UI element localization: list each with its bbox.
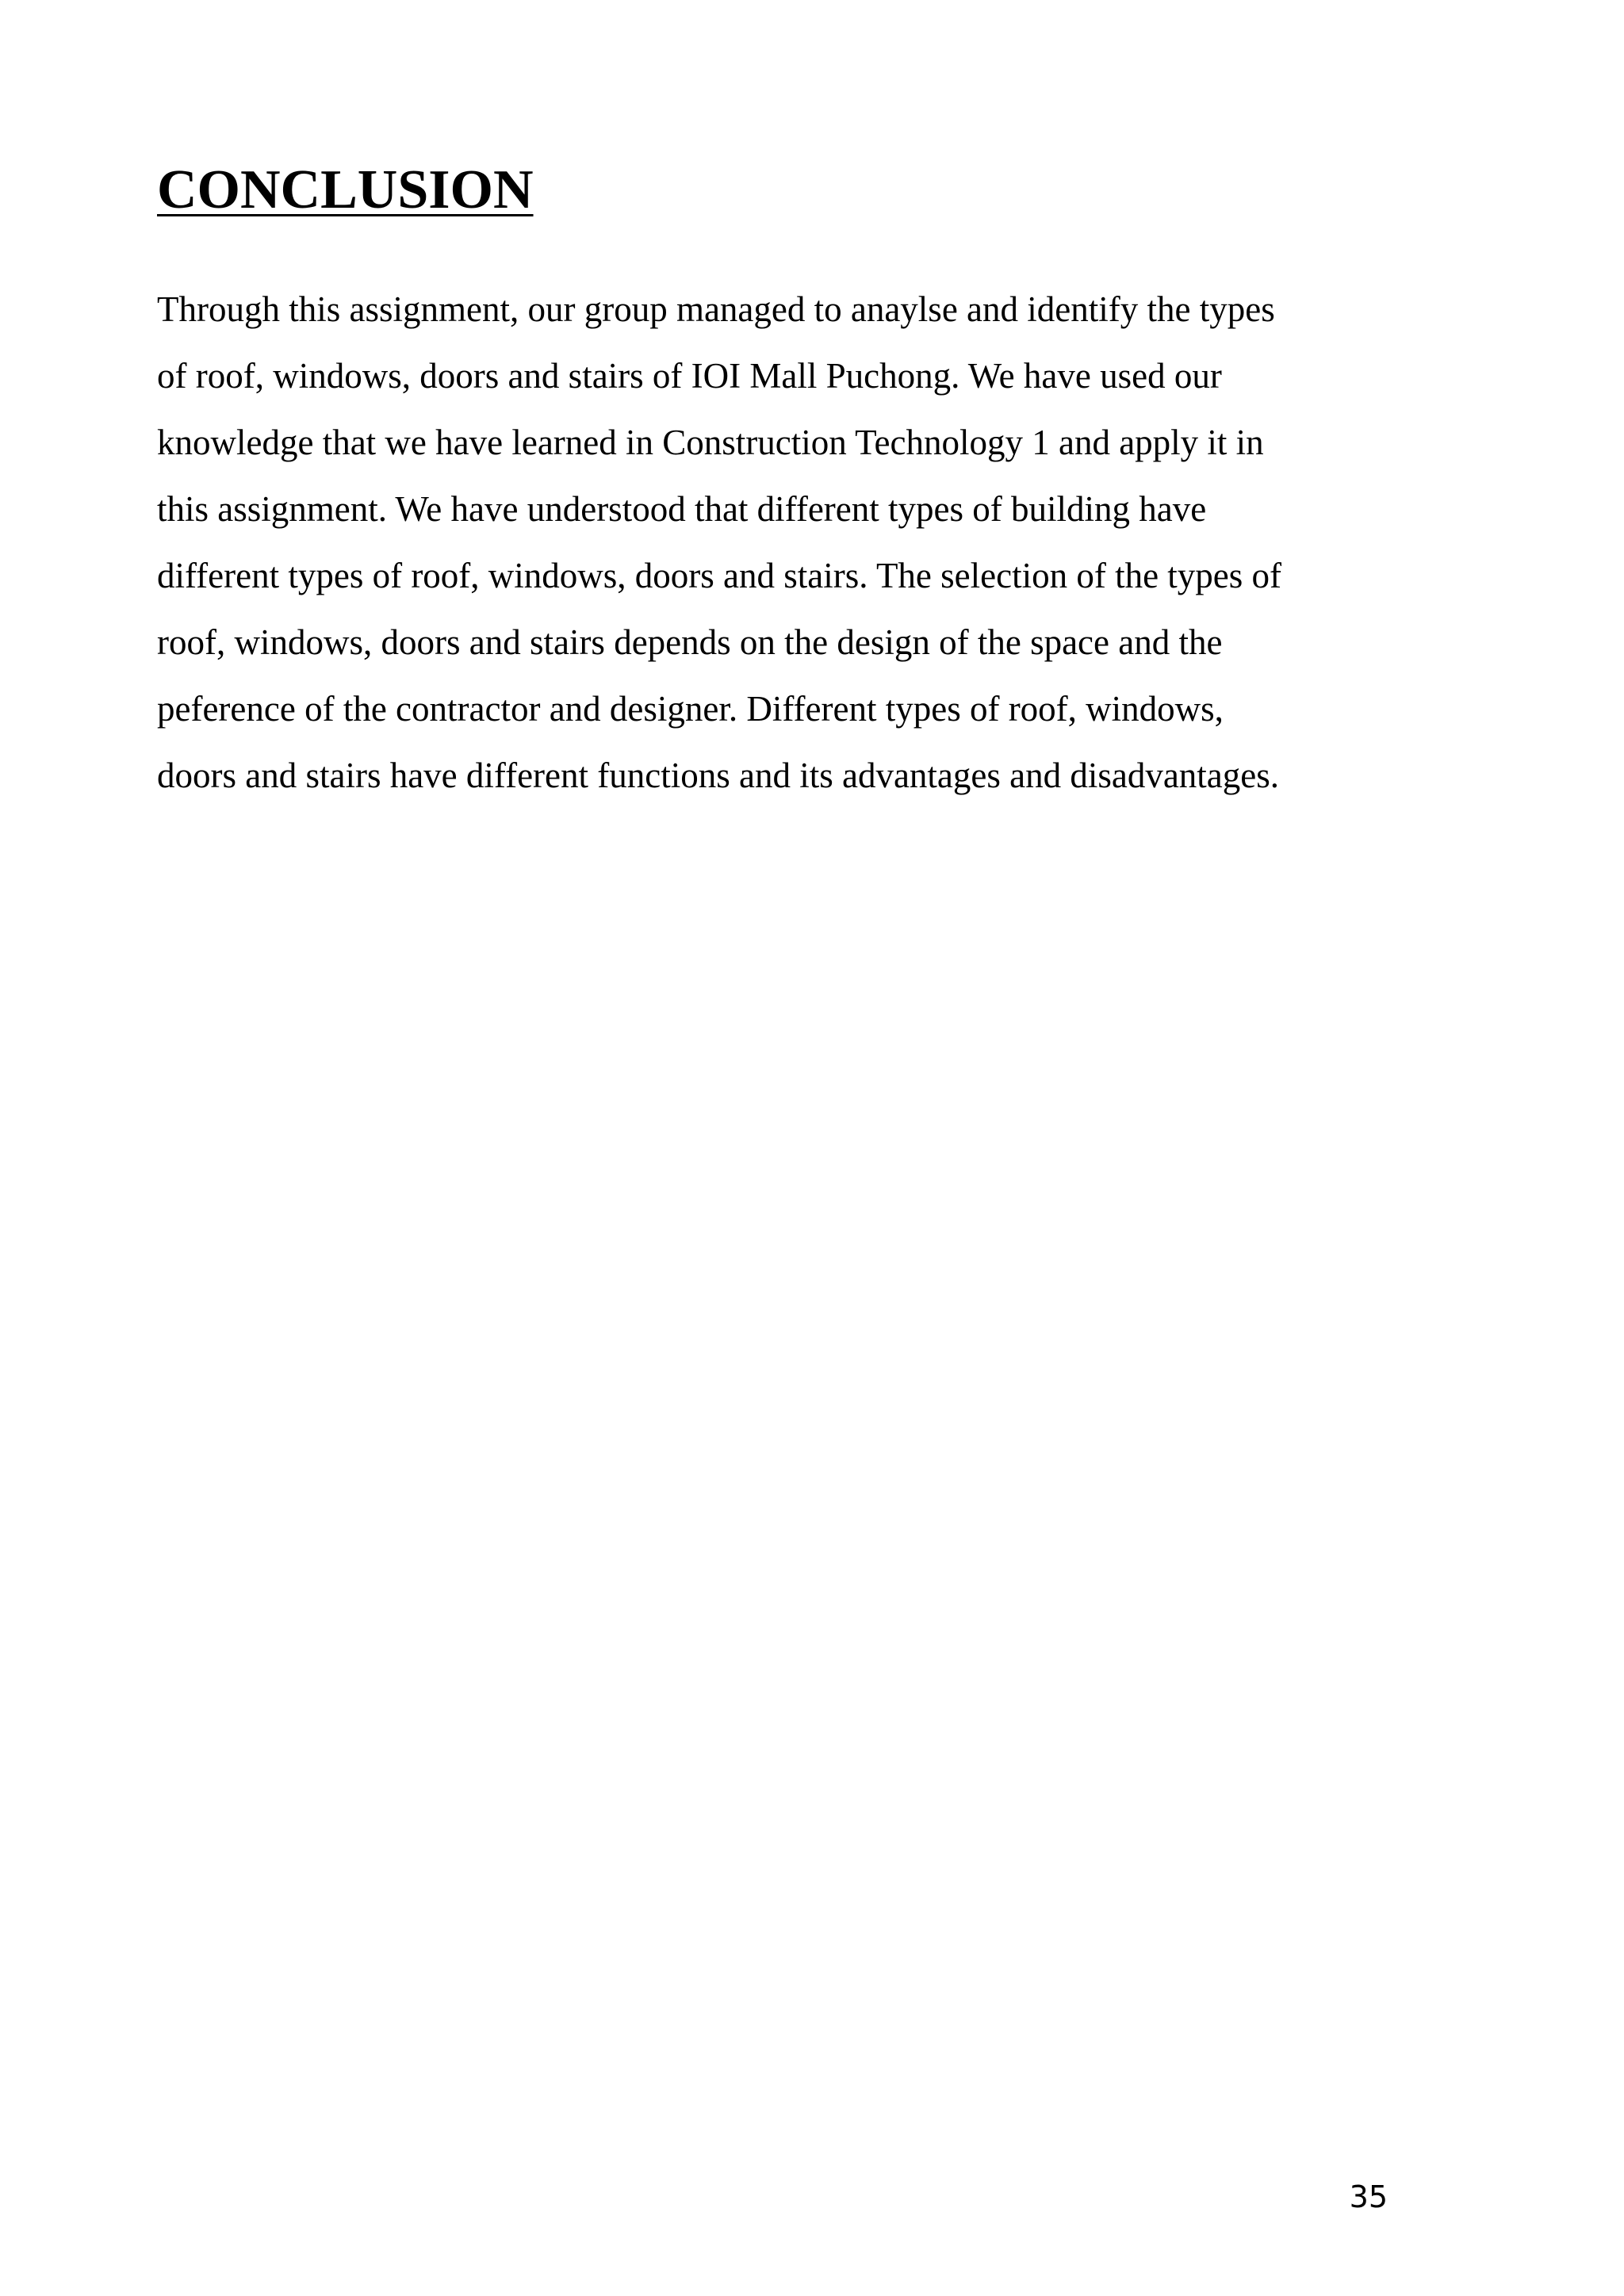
conclusion-paragraph bbox=[157, 276, 1394, 809]
paragraph-line: roof, windows, doors and stairs depends on the design of the space and the bbox=[157, 622, 1223, 662]
page-number: 35 bbox=[1349, 2179, 1388, 2214]
paragraph-line: knowledge that we have learned in Construction Technology 1 and apply it in bbox=[157, 423, 1264, 462]
paragraph-line: doors and stairs have different functions and its advantages and disadvantages. bbox=[157, 756, 1280, 795]
page-title: CONCLUSION bbox=[157, 159, 534, 220]
paragraph-line: different types of roof, windows, doors and stairs. The selection of the types of bbox=[157, 556, 1282, 595]
paragraph-line: this assignment. We have understood that different types of building have bbox=[157, 489, 1207, 529]
paragraph-line: peference of the contractor and designer. Different types of roof, windows, bbox=[157, 689, 1224, 729]
paragraph-line: Through this assignment, our group managed to anaylse and identify the types bbox=[157, 289, 1275, 329]
paragraph-line: of roof, windows, doors and stairs of IOI Mall Puchong. We have used our bbox=[157, 356, 1222, 396]
